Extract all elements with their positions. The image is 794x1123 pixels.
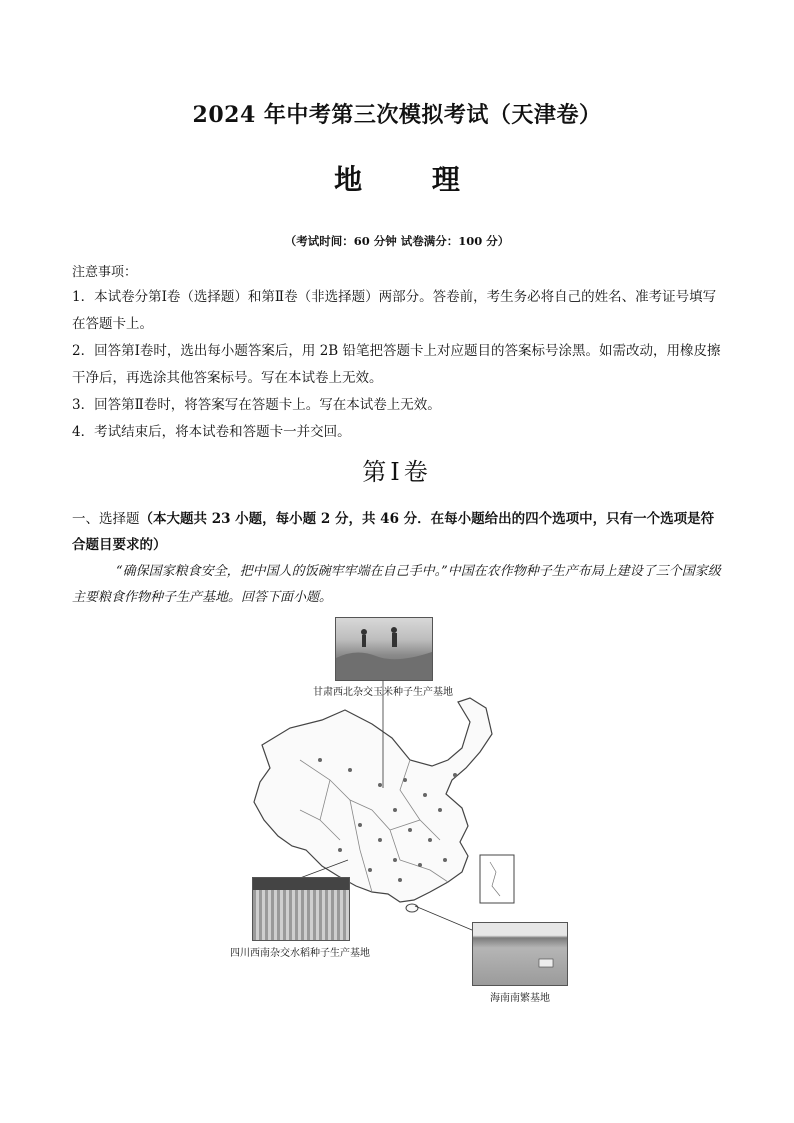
caption-hainan: 海南南繁基地 [490,993,550,1004]
passage-text: “确保国家粮食安全，把中国人的饭碗牢牢端在自己手中。”中国在农作物种子生产布局上建设了三个国家级主要粮食作物种子生产基地。回答下面小题。 [72,564,721,605]
note-item-2: 2．回答第Ⅰ卷时，选出每小题答案后，用 2B 铅笔把答题卡上对应题目的答案标号涂黑。如需改动，用橡皮擦干净后，再选涂其他答案标号。写在本试卷上无效。 [72,343,721,386]
part-title: 第Ⅰ卷 [362,458,432,486]
south-china-sea-inset [480,855,514,903]
caption-gansu: 甘肃西北杂交玉米种子生产基地 [313,687,453,698]
note-item-3: 3．回答第Ⅱ卷时，将答案写在答题卡上。写在本试卷上无效。 [72,397,441,413]
section-heading [72,506,722,558]
section-description: （本大题共 23 小题，每小题 2 分，共 46 分．在每小题给出的四个选项中，只有一个选项是符合题目要求的） [72,511,715,553]
hainan-island [406,904,418,912]
section-label: 一、选择题 [72,511,140,527]
sichuan-rice-photo [252,877,350,941]
china-map-outline [254,698,492,902]
note-item-4: 4．考试结束后，将本试卷和答题卡一并交回。 [72,424,351,440]
hainan-field-photo [472,922,568,986]
caption-sichuan: 四川西南杂交水稻种子生产基地 [230,948,370,959]
subject-title: 地 理 [334,163,490,196]
leader-line-hainan [415,906,472,930]
notes-heading: 注意事项： [72,265,138,280]
exam-title: 2024 年中考第三次模拟考试（天津卷） [192,102,602,128]
gansu-corn-photo [335,617,433,681]
exam-info: （考试时间：60 分钟 试卷满分：100 分） [284,234,510,248]
note-item-1: 1．本试卷分第Ⅰ卷（选择题）和第Ⅱ卷（非选择题）两部分。答卷前，考生务必将自己的姓名、准考证号填写在答题卡上。 [72,289,717,332]
